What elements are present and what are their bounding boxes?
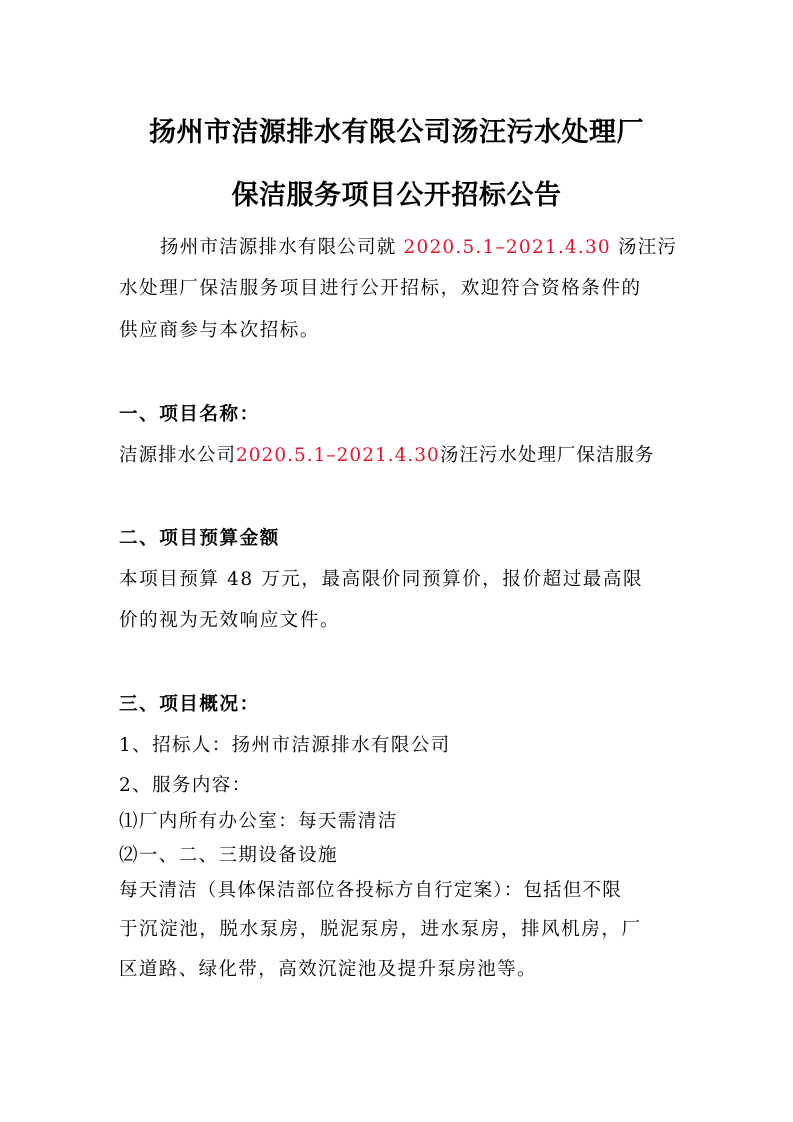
title-line-1: 扬州市洁源排水有限公司汤汪污水处理厂 — [149, 117, 644, 148]
section3-item-2: 2、服务内容： — [119, 775, 252, 796]
section1-date-range: 2020.5.1–2021.4.30 — [236, 445, 440, 466]
section3-desc-line-1: 每天清洁（具体保洁部位各投标方自行定案）：包括但不限 — [119, 880, 622, 901]
section1-content — [119, 441, 654, 467]
intro-line-3: 供应商参与本次招标。 — [119, 320, 321, 341]
section3-item-1: 1、招标人：扬州市洁源排水有限公司 — [119, 735, 451, 756]
intro-date-range: 2020.5.1–2021.4.30 — [403, 237, 611, 258]
intro-prefix: 扬州市洁源排水有限公司就 — [160, 237, 397, 258]
intro-line-2: 水处理厂保洁服务项目进行公开招标，欢迎符合资格条件的 — [119, 278, 642, 299]
section2-heading: 二、项目预算金额 — [119, 528, 280, 549]
section3-heading: 三、项目概况： — [119, 694, 260, 715]
section3-sub-1: ⑴厂内所有办公室：每天需清洁 — [119, 811, 398, 832]
intro-line-1 — [160, 233, 677, 259]
section3-sub-2: ⑵一、二、三期设备设施 — [119, 845, 338, 866]
intro-suffix: 汤汪污 — [617, 237, 678, 258]
section1-suffix: 汤汪污水处理厂保洁服务 — [439, 445, 655, 466]
section1-prefix: 洁源排水公司 — [119, 445, 237, 466]
section2-line-1: 本项目预算 48 万元，最高限价同预算价，报价超过最高限 — [119, 569, 644, 590]
section3-desc-line-2: 于沉淀池，脱水泵房，脱泥泵房，进水泵房，排风机房，厂 — [119, 919, 642, 940]
title-line-2: 保洁服务项目公开招标公告 — [231, 180, 562, 211]
section1-heading: 一、项目名称： — [119, 404, 260, 425]
section3-desc-line-3: 区道路、绿化带，高效沉淀池及提升泵房池等。 — [119, 959, 537, 980]
section2-line-2: 价的视为无效响应文件。 — [119, 610, 341, 631]
